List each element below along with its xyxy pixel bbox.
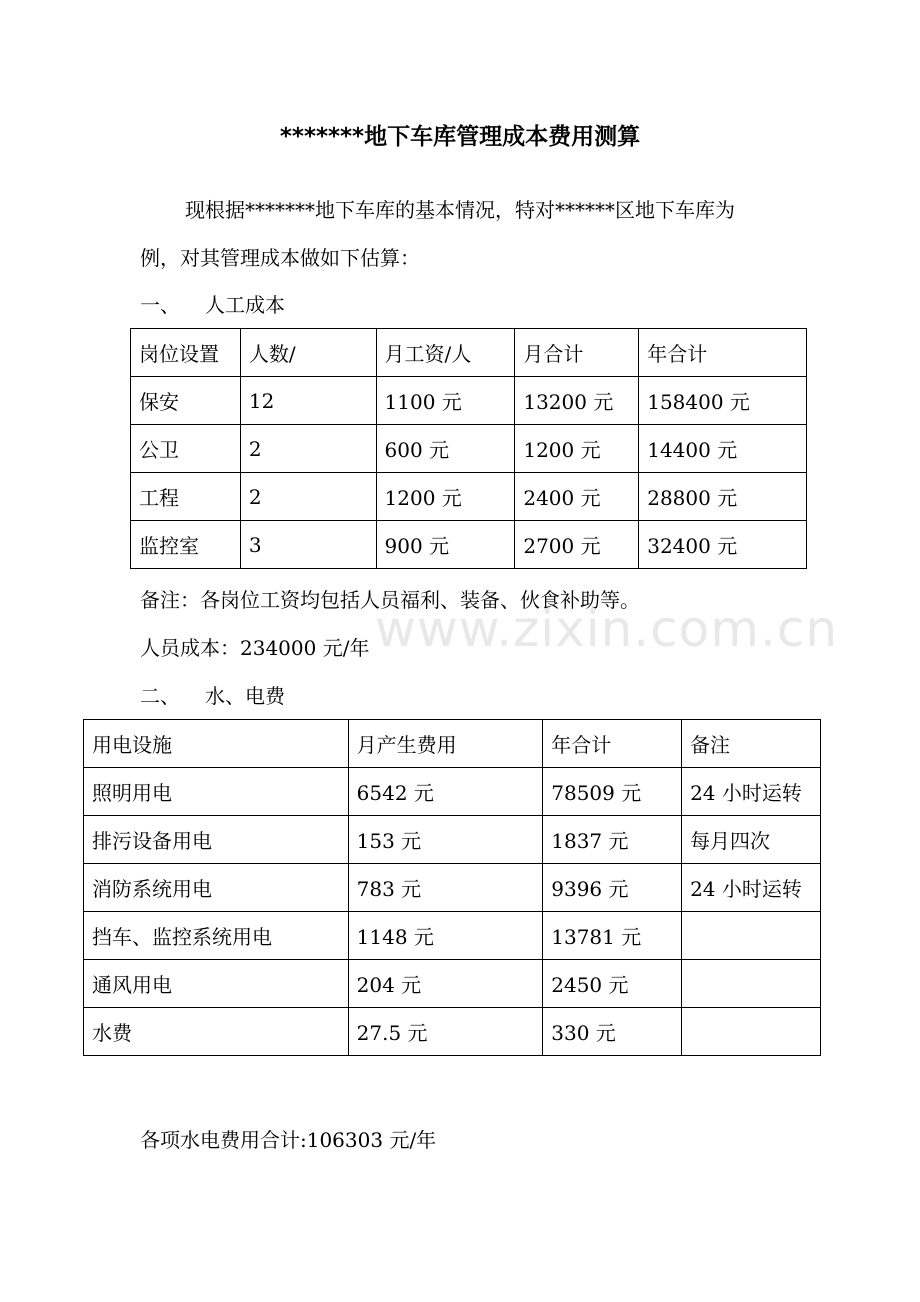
header-cell: 人数/ (240, 329, 376, 377)
table-cell: 2400 元 (515, 473, 639, 521)
header-cell: 用电设施 (84, 720, 349, 768)
table-cell: 204 元 (348, 960, 543, 1008)
intro-line-1: 现根据*******地下车库的基本情况，特对******区地下车库为 (185, 198, 735, 222)
table-cell: 公卫 (131, 425, 241, 473)
utility-total-text: 各项水电费用合计:106303 元/年 (140, 1128, 437, 1152)
table-cell (682, 1008, 821, 1056)
table-cell: 27.5 元 (348, 1008, 543, 1056)
header-cell: 年合计 (639, 329, 807, 377)
table-cell: 78509 元 (543, 768, 682, 816)
table-cell: 900 元 (376, 521, 515, 569)
table-cell: 6542 元 (348, 768, 543, 816)
section-2-number: 二、 (140, 684, 180, 708)
table-row (84, 768, 821, 816)
table-cell: 12 (240, 377, 376, 425)
table-cell: 工程 (131, 473, 241, 521)
table-cell: 1148 元 (348, 912, 543, 960)
table-cell: 32400 元 (639, 521, 807, 569)
table-cell: 13781 元 (543, 912, 682, 960)
personnel-cost-text: 人员成本：234000 元/年 (140, 636, 370, 660)
note-text: 备注：各岗位工资均包括人员福利、装备、伙食补助等。 (140, 588, 640, 612)
table-cell (682, 912, 821, 960)
table-row (84, 864, 821, 912)
header-cell: 月工资/人 (376, 329, 515, 377)
table-row (84, 912, 821, 960)
table-cell: 783 元 (348, 864, 543, 912)
table-row (84, 816, 821, 864)
table-cell: 1200 元 (515, 425, 639, 473)
table-row (131, 425, 807, 473)
table-cell: 2700 元 (515, 521, 639, 569)
table-cell: 330 元 (543, 1008, 682, 1056)
table-cell: 保安 (131, 377, 241, 425)
table-row (131, 473, 807, 521)
section-1-number: 一、 (140, 293, 180, 317)
table-cell: 9396 元 (543, 864, 682, 912)
table-cell: 13200 元 (515, 377, 639, 425)
table-cell: 14400 元 (639, 425, 807, 473)
header-cell: 岗位设置 (131, 329, 241, 377)
table-cell: 照明用电 (84, 768, 349, 816)
table-cell: 28800 元 (639, 473, 807, 521)
header-cell: 备注 (682, 720, 821, 768)
table-row (131, 521, 807, 569)
table-row (84, 960, 821, 1008)
header-cell: 月产生费用 (348, 720, 543, 768)
table-header-row (131, 329, 807, 377)
table-cell: 24 小时运转 (682, 864, 821, 912)
intro-line-2: 例，对其管理成本做如下估算： (140, 246, 420, 270)
table-cell: 158400 元 (639, 377, 807, 425)
table-cell: 2 (240, 473, 376, 521)
table-cell: 3 (240, 521, 376, 569)
table-cell: 1200 元 (376, 473, 515, 521)
table-cell: 1100 元 (376, 377, 515, 425)
table-cell: 1837 元 (543, 816, 682, 864)
table-cell: 600 元 (376, 425, 515, 473)
section-1-heading: 人工成本 (205, 293, 285, 317)
header-cell: 年合计 (543, 720, 682, 768)
table-cell: 排污设备用电 (84, 816, 349, 864)
table-cell: 153 元 (348, 816, 543, 864)
table-cell: 24 小时运转 (682, 768, 821, 816)
table-header-row (84, 720, 821, 768)
table-cell: 2 (240, 425, 376, 473)
table-cell: 水费 (84, 1008, 349, 1056)
table-cell: 挡车、监控系统用电 (84, 912, 349, 960)
utility-cost-table (83, 719, 821, 1056)
labor-cost-table (130, 328, 807, 569)
table-cell: 2450 元 (543, 960, 682, 1008)
table-cell: 监控室 (131, 521, 241, 569)
table-row (131, 377, 807, 425)
watermark-text: www.zixin.com.cn (375, 600, 839, 658)
header-cell: 月合计 (515, 329, 639, 377)
table-cell (682, 960, 821, 1008)
table-row (84, 1008, 821, 1056)
document-title: *******地下车库管理成本费用测算 (279, 124, 641, 150)
table-cell: 通风用电 (84, 960, 349, 1008)
table-cell: 每月四次 (682, 816, 821, 864)
section-2-heading: 水、电费 (205, 684, 285, 708)
table-cell: 消防系统用电 (84, 864, 349, 912)
